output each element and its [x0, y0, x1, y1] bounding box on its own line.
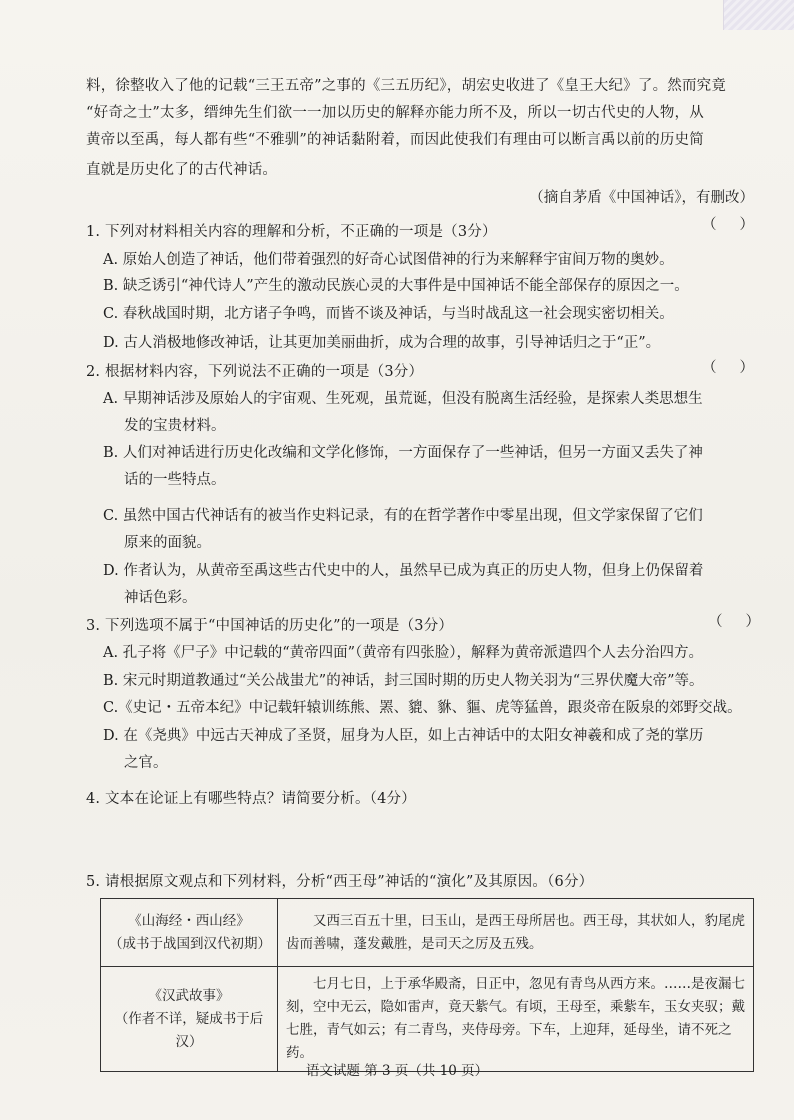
question-3-option-a: A. 孔子将《尸子》中记载的“黄帝四面”（黄帝有四张脸），解释为黄帝派遣四个人去分治四方。 [103, 645, 704, 661]
question-3-option-b: B. 宋元时期道教通过“关公战蚩尤”的神话，封三国时期的历史人物关羽为“三界伏魔大帝”等。 [103, 673, 704, 689]
intro-line-3: 黄帝以至禹，每人都有些“不雅驯”的神话黏附着，而因此使我们有理由可以断言禹以前的历史简 [86, 132, 704, 148]
question-3-option-d: D. 在《尧典》中远古天神成了圣贤，屈身为人臣，如上古神话中的太阳女神羲和成了尧的掌历 [103, 728, 704, 744]
question-1-answer-paren: （ ） [702, 217, 755, 233]
question-2-option-d: D. 作者认为，从黄帝至禹这些古代史中的人，虽然早已成为真正的历史人物，但身上仍保留着 [103, 563, 704, 579]
question-1-option-d: D. 古人消极地修改神话，让其更加美丽曲折，成为合理的故事，引导神话归之于“正”。 [103, 335, 661, 351]
source-book-title: 《汉武故事》 [148, 987, 230, 1004]
question-4-stem: 4. 文本在论证上有哪些特点？请简要分析。（4分） [86, 791, 416, 807]
table-row [101, 967, 754, 1072]
page-footer: 语文试题 第 3 页（共 10 页） [305, 1063, 489, 1079]
intro-line-2: “好奇之士”太多，缙绅先生们欲一一加以历史的解释亦能力所不及，所以一切古代史的人物，从 [86, 105, 704, 121]
source-material-table [100, 898, 754, 1072]
table-cell-excerpt: 七月七日，上于承华殿斋，日正中，忽见有青鸟从西方来。……是夜漏七刻，空中无云，隐如雷声，竟天紫气。有顷，王母至，乘紫车，玉女夹驭；戴七胜，青气如云；有二青鸟，夹侍母旁。下车，上迎拜，延母坐，请不死之药。 [278, 967, 754, 1072]
question-3-option-d-cont: 之官。 [124, 755, 168, 771]
question-2-option-d-cont: 神话色彩。 [124, 590, 197, 606]
question-2-answer-paren: （ ） [702, 360, 755, 376]
intro-line-1: 料，徐整收入了他的记载“三王五帝”之事的《三五历纪》，胡宏史收进了《皇王大纪》了。然而究竟 [86, 78, 727, 94]
question-2-option-c: C. 虽然中国古代神话有的被当作史料记录，有的在哲学著作中零星出现，但文学家保留了它们 [103, 508, 703, 524]
table-cell-source [101, 967, 278, 1072]
citation: （摘自茅盾《中国神话》，有删改） [529, 190, 754, 206]
source-book-title: 《山海经・西山经》 [128, 912, 250, 929]
question-2-option-b: B. 人们对神话进行历史化改编和文学化修饰，一方面保存了一些神话，但另一方面又丢失了神 [103, 445, 703, 461]
question-1-option-c: C. 春秋战国时期，北方诸子争鸣，而皆不谈及神话，与当时战乱这一社会现实密切相关。 [103, 306, 674, 322]
question-2-option-a: A. 早期神话涉及原始人的宇宙观、生死观，虽荒诞，但没有脱离生活经验，是探索人类思想生 [103, 391, 703, 407]
question-3-stem: 3. 下列选项不属于“中国神话的历史化”的一项是（3分） [86, 618, 454, 634]
question-3-option-c: C.《史记・五帝本纪》中记载轩辕训练熊、罴、貔、貅、貙、虎等猛兽，跟炎帝在阪泉的郊野交战。 [103, 700, 742, 716]
question-1-stem: 1. 下列对材料相关内容的理解和分析，不正确的一项是（3分） [86, 224, 497, 240]
question-1-option-b: B. 缺乏诱引“神代诗人”产生的激动民族心灵的大事件是中国神话不能全部保存的原因之一。 [103, 278, 689, 294]
table-cell-source [101, 899, 278, 967]
table-cell-excerpt: 又西三百五十里，曰玉山，是西王母所居也。西王母，其状如人，豹尾虎齿而善啸，蓬发戴胜，是司天之厉及五残。 [278, 899, 754, 967]
intro-line-4: 直就是历史化了的古代神话。 [86, 162, 278, 178]
source-book-note: （作者不详，疑成书于后汉） [114, 1010, 264, 1050]
source-book-note: （成书于战国到汉代初期） [109, 935, 271, 952]
page-corner-edge [723, 0, 794, 30]
question-3-answer-paren: （ ） [708, 614, 761, 630]
question-2-option-c-cont: 原来的面貌。 [124, 535, 211, 551]
table-row [101, 899, 754, 967]
question-1-option-a: A. 原始人创造了神话，他们带着强烈的好奇心试图借神的行为来解释宇宙间万物的奥妙。 [103, 252, 674, 268]
question-2-option-a-cont: 发的宝贵材料。 [124, 418, 226, 434]
question-2-option-b-cont: 话的一些特点。 [124, 472, 226, 488]
question-5-stem: 5. 请根据原文观点和下列材料，分析“西王母”神话的“演化”及其原因。（6分） [86, 874, 594, 890]
question-2-stem: 2. 根据材料内容，下列说法不正确的一项是（3分） [86, 364, 424, 380]
